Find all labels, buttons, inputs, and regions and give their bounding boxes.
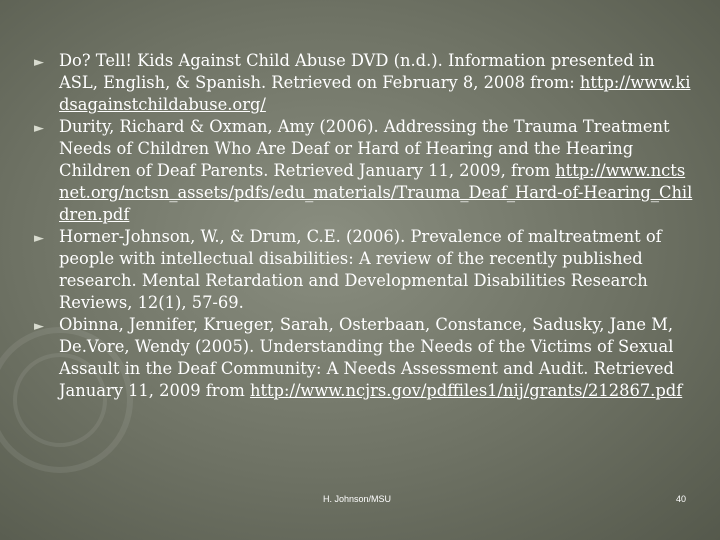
- reference-link[interactable]: http://www.kidsagainstchildabuse.org/: [59, 73, 691, 114]
- reference-item: [34, 116, 694, 226]
- reference-text: Durity, Richard & Oxman, Amy (2006). Addressing the Trauma Treatment Needs of Children Who Are Deaf or Hard of Hearing and the Hearing Children of Deaf Parents. Retrieved January 11, 2009, from: [59, 117, 670, 180]
- triangle-bullet-icon: ►: [34, 55, 44, 70]
- reference-link[interactable]: http://www.ncjrs.gov/pdffiles1/nij/grants/212867.pdf: [249, 381, 683, 400]
- reference-text: Horner-Johnson, W., & Drum, C.E. (2006). Prevalence of maltreatment of people with intellectual disabilities: A review of the recently published research. Mental Retardation and Developmental Disabilities Research Reviews, 12(1), 57-69.: [59, 227, 662, 312]
- reference-text: Do? Tell! Kids Against Child Abuse DVD (n.d.). Information presented in ASL, English, & Spanish. Retrieved on February 8, 2008 from:: [59, 51, 655, 92]
- triangle-bullet-icon: ►: [34, 231, 44, 246]
- triangle-bullet-icon: ►: [34, 121, 44, 136]
- footer-author: H. Johnson/MSU: [323, 494, 392, 504]
- page-number: 40: [676, 494, 687, 504]
- reference-item: [34, 226, 694, 314]
- triangle-bullet-icon: ►: [34, 319, 44, 334]
- reference-text: Obinna, Jennifer, Krueger, Sarah, Osterbaan, Constance, Sadusky, Jane M, De.Vore, Wendy (2005). Understanding the Needs of the Victims of Sexual Assault in the Deaf Community: A Needs Assessment and Audit. Retrieved January 11, 2009 from: [59, 315, 674, 400]
- reference-item: [34, 314, 694, 402]
- reference-link[interactable]: http://www.nctsnet.org/nctsn_assets/pdfs/edu_materials/Trauma_Deaf_Hard-of-Hearing_Children.pdf: [59, 161, 693, 224]
- reference-item: [34, 50, 694, 116]
- reference-list: [34, 50, 694, 402]
